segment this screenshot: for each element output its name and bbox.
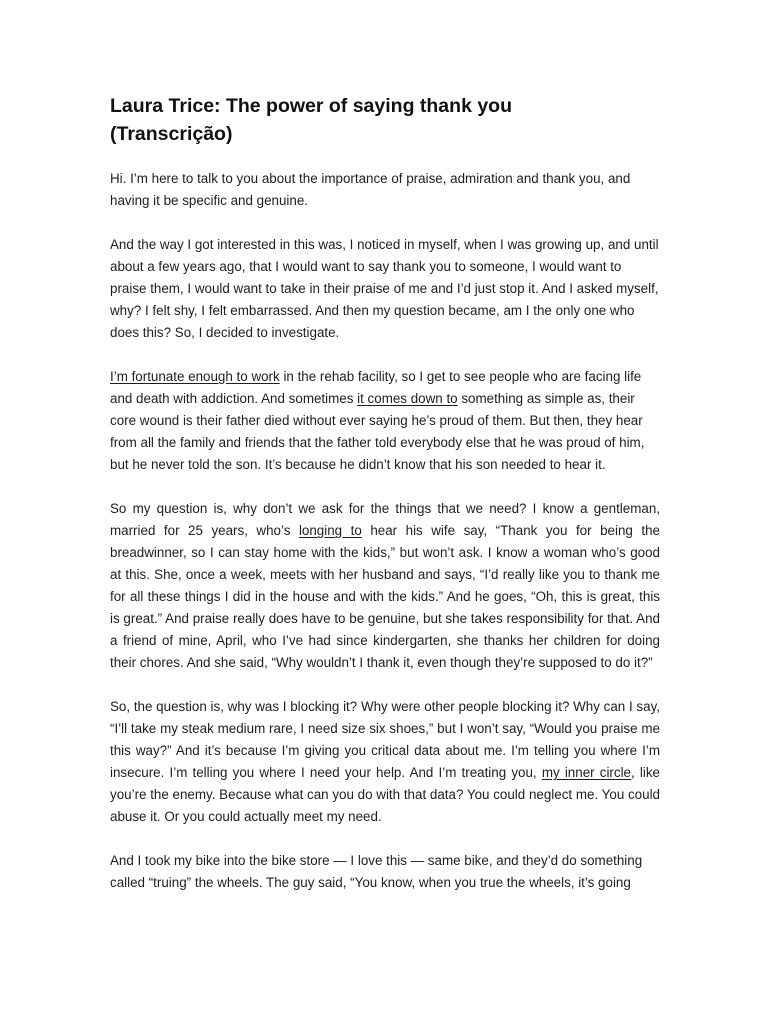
title-line-1: Laura Trice: The power of saying thank you — [110, 95, 512, 117]
vocab-link-comes-down-to[interactable]: it comes down to — [357, 391, 458, 406]
paragraph-5 — [110, 696, 660, 828]
vocab-link-inner-circle[interactable]: my inner circle — [541, 765, 632, 780]
paragraph-4-text-2: hear his wife say, “Thank you for being the breadwinner, so I can stay home with the kids,” but won’t ask. I know a woman who’s good at this. She, once a week, meets with her husband and says, “I’d really like you to thank me for all these things I did in the house and with the kids.” And he goes, “Oh, this is great, this is great.” And praise really does have to be genuine, but she takes responsibility for that. And a friend of mine, April, who I’ve had since kindergarten, she thanks her children for doing their chores. And she said, “Why wouldn’t I thank it, even though they’re supposed to do it?” — [110, 523, 660, 670]
title-line-2: (Transcrição) — [110, 123, 233, 145]
paragraph-4-text-1: So my question is, why don’t we ask for the things that we need? I know a gentleman, married for 25 years, who’s — [110, 501, 660, 538]
paragraph-2: And the way I got interested in this was, I noticed in myself, when I was growing up, and until about a few years ago, that I would want to say thank you to someone, I would want to praise them, I would want to take in their praise of me and I’d just stop it. And I asked myself, why? I felt shy, I felt embarrassed. And then my question became, am I the only one who does this? So, I decided to investigate. — [110, 237, 659, 340]
paragraph-6: And I took my bike into the bike store — I love this — same bike, and they’d do something called “truing” the wheels. The guy said, “You know, when you true the wheels, it’s going — [110, 853, 643, 890]
vocab-link-longing-to[interactable]: longing to — [298, 523, 362, 538]
paragraph-3 — [110, 366, 660, 476]
paragraph-4 — [110, 498, 660, 674]
paragraph-5-text-2: , like you’re the enemy. Because what can you do with that data? You could neglect me. You could abuse it. Or you could actually meet my need. — [110, 765, 660, 824]
paragraph-3-text-1: in the rehab facility, so I get to see people who are facing life and death with addiction. And sometimes — [110, 369, 642, 406]
paragraph-1: Hi. I’m here to talk to you about the importance of praise, admiration and thank you, and having it be specific and genuine. — [110, 171, 631, 208]
paragraph-5-text-1: So, the question is, why was I blocking it? Why were other people blocking it? Why can I say, “I’ll take my steak medium rare, I need size six shoes,” but I won’t say, “Would you praise me this way?” And it’s because I’m giving you critical data about me. I’m telling you where I’m insecure. I’m telling you where I need your help. And I’m treating you, — [110, 699, 660, 780]
vocab-link-fortunate[interactable]: I’m fortunate enough to work — [110, 369, 280, 384]
document-title — [110, 92, 660, 148]
paragraph-3-text-2: something as simple as, their core wound is their father died without ever saying he’s proud of them. But then, they hear from all the family and friends that the father told everybody else that he was proud of him, but he never told the son. It’s because he didn’t know that his son needed to hear it. — [110, 391, 645, 472]
